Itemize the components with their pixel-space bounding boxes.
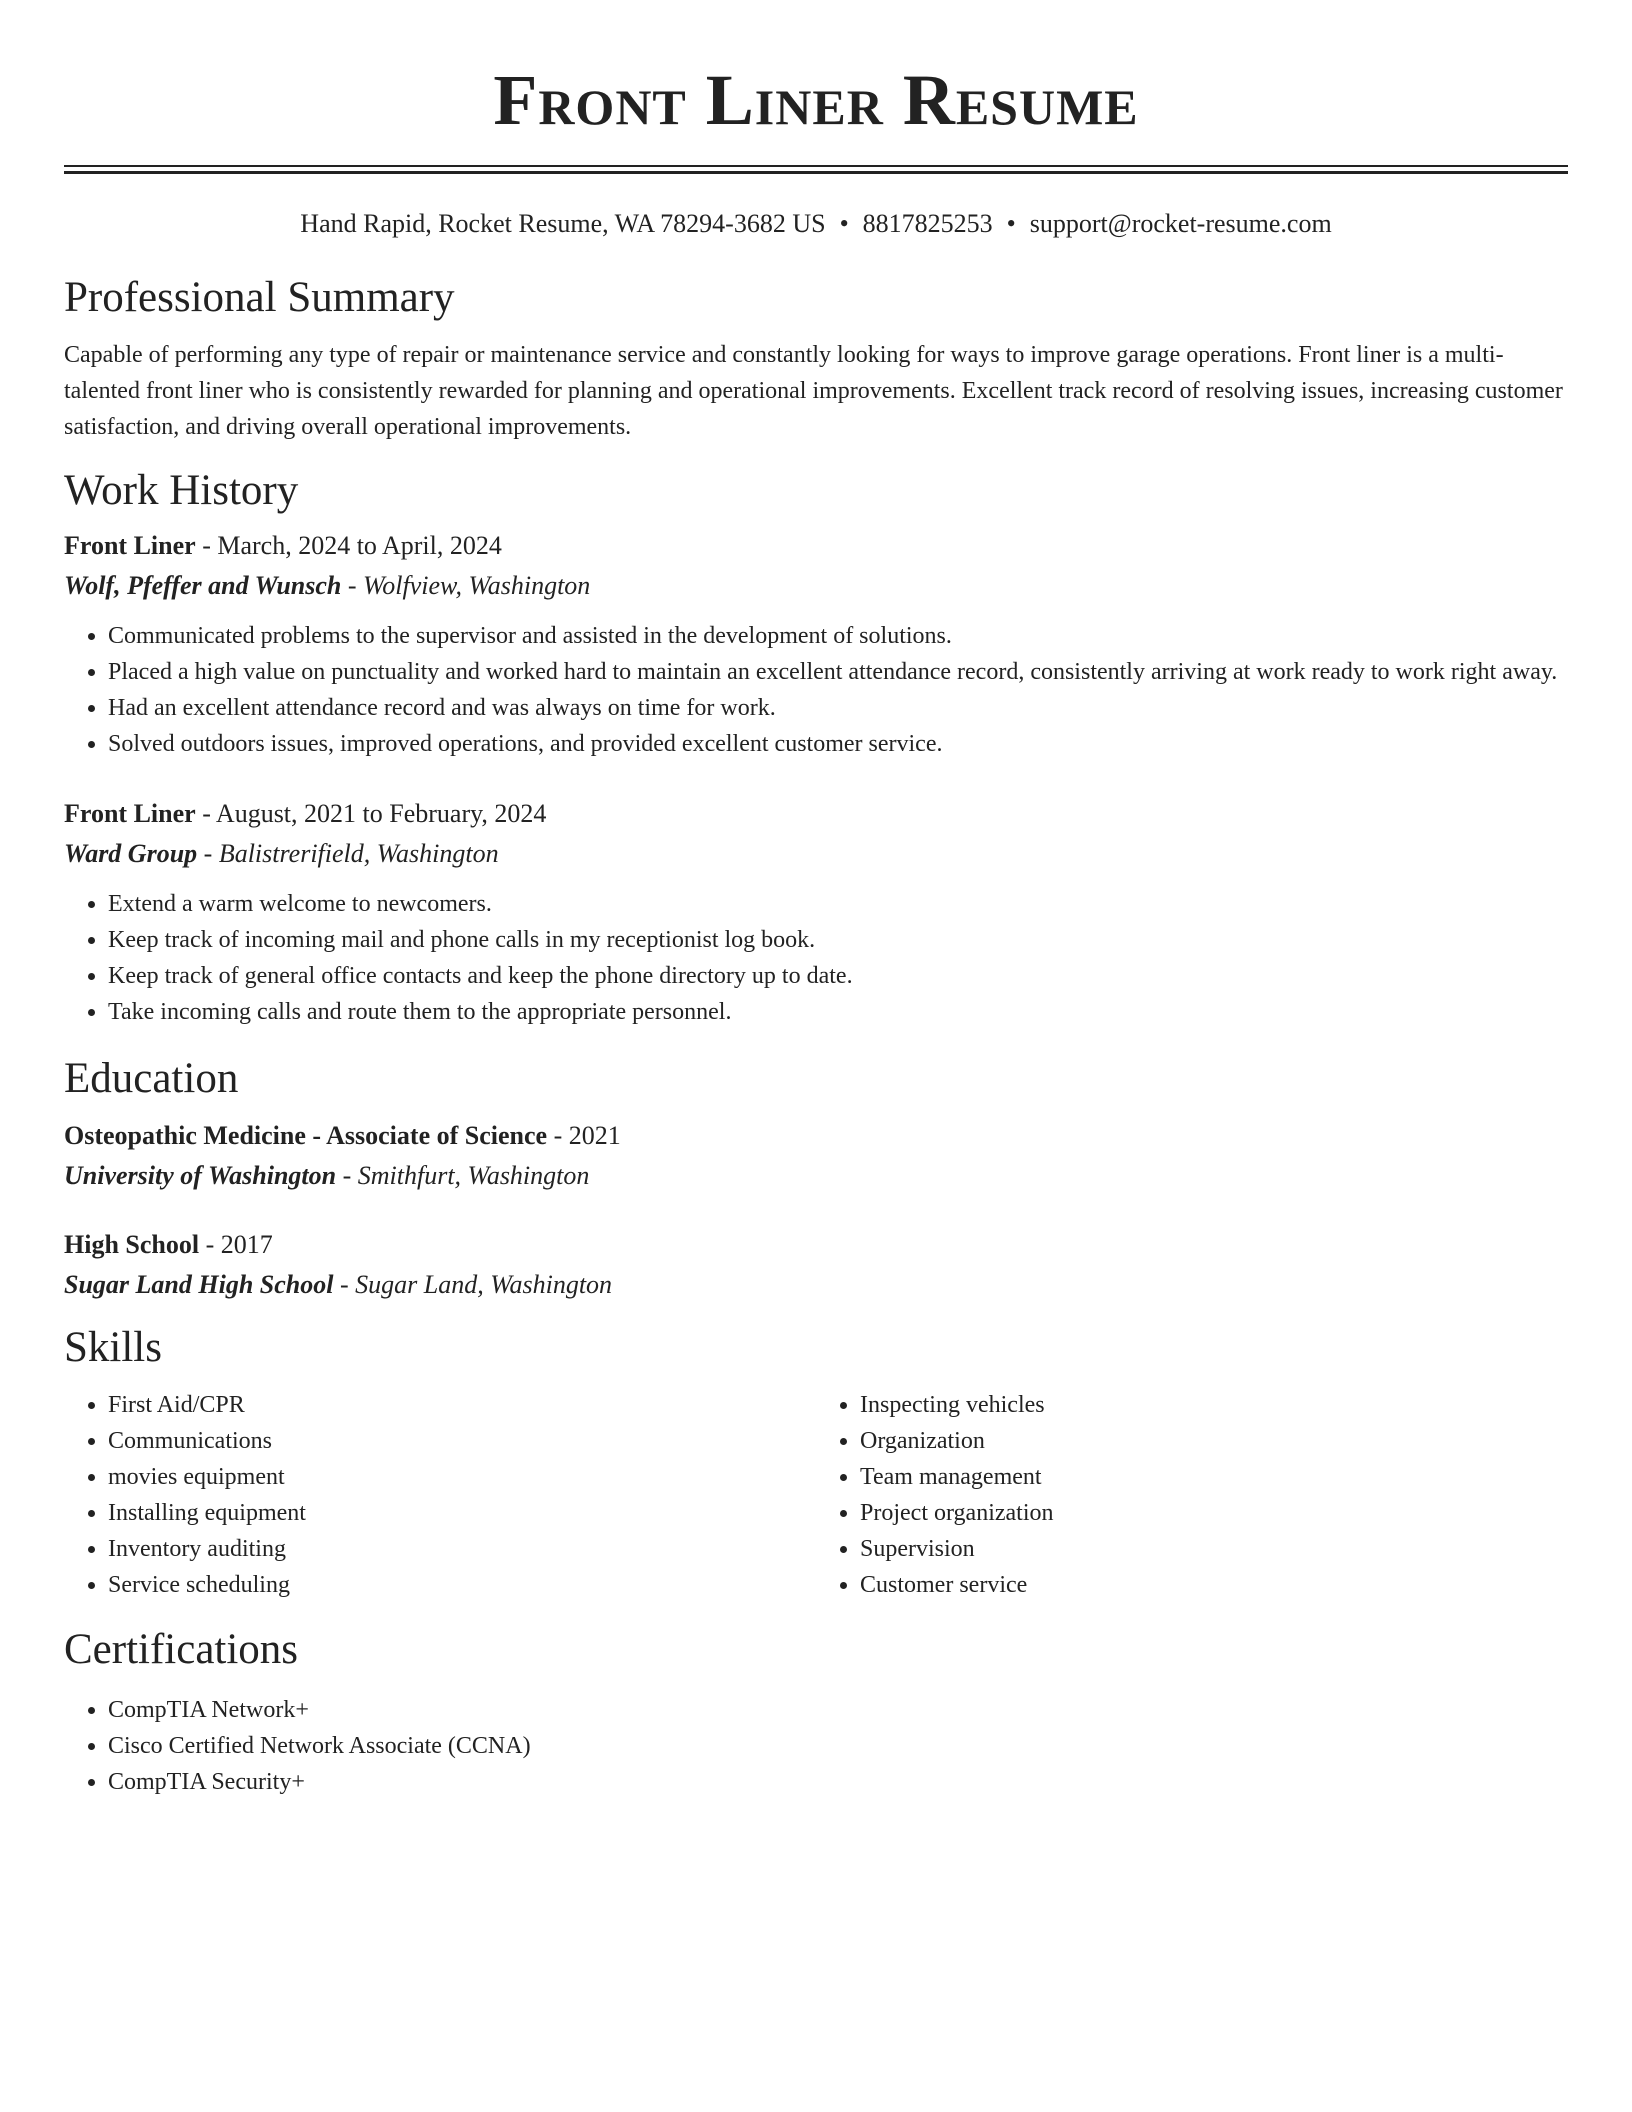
list-item: • Take incoming calls and route them to the appropriate personnel. (108, 994, 1568, 1030)
job-title-line (64, 526, 1568, 566)
education-entry (64, 1225, 1568, 1305)
contact-separator: • (1006, 209, 1016, 238)
list-item: • Extend a warm welcome to newcomers. (108, 886, 1568, 922)
education-location: - Smithfurt, Washington (336, 1161, 590, 1190)
education-location: - Sugar Land, Washington (333, 1270, 613, 1299)
work-history-heading: Work History (64, 467, 299, 514)
education-school: Sugar Land High School (64, 1270, 334, 1299)
job-bullets (64, 886, 1568, 1030)
summary-text: Capable of performing any type of repair or maintenance service and constantly looking for ways to improve garage operations. Front liner is a multi-talented front liner who is consistently rewarded for planning and operational improvements. Excellent track record of resolving issues, increasing customer satisfaction, and driving overall operational improvements. (64, 342, 1563, 440)
list-item: • Supervision (860, 1531, 1568, 1567)
resume-page (64, 0, 1568, 1800)
list-item: • Communications (108, 1423, 816, 1459)
job-role: Front Liner (64, 799, 196, 828)
list-item: • Installing equipment (108, 1495, 816, 1531)
contact-line (64, 208, 1568, 240)
job-title-line (64, 794, 1568, 834)
list-item: • Cisco Certified Network Associate (CCNA) (108, 1728, 1568, 1764)
certifications-heading: Certifications (64, 1626, 299, 1673)
list-item: • Inventory auditing (108, 1531, 816, 1567)
job-role: Front Liner (64, 531, 196, 560)
contact-address: Hand Rapid, Rocket Resume, WA 78294-3682 US (300, 209, 826, 238)
education-school: University of Washington (64, 1161, 337, 1190)
contact-separator: • (839, 209, 849, 238)
list-item: • Communicated problems to the supervisor and assisted in the development of solutions. (108, 618, 1568, 654)
contact-email: support@rocket-resume.com (1029, 209, 1332, 238)
education-degree: Osteopathic Medicine - Associate of Science (64, 1121, 548, 1150)
list-item: • CompTIA Security+ (108, 1764, 1568, 1800)
job-entry (64, 794, 1568, 1030)
education-degree-line (64, 1116, 1568, 1156)
skills-heading: Skills (64, 1324, 162, 1371)
education-school-line (64, 1156, 1568, 1196)
job-company-line (64, 834, 1568, 874)
job-location: - Balistrerifield, Washington (197, 839, 499, 868)
education-entry (64, 1116, 1568, 1196)
list-item: • Service scheduling (108, 1567, 816, 1603)
skills-columns (64, 1387, 1568, 1603)
job-company-line (64, 566, 1568, 606)
education-degree: High School (64, 1230, 200, 1259)
job-entry (64, 526, 1568, 762)
list-item: • First Aid/CPR (108, 1387, 816, 1423)
summary-heading: Professional Summary (64, 274, 455, 321)
job-dates: - August, 2021 to February, 2024 (195, 799, 547, 828)
list-item: • Keep track of incoming mail and phone calls in my receptionist log book. (108, 922, 1568, 958)
education-school-line (64, 1265, 1568, 1305)
skills-list-left (64, 1387, 816, 1603)
job-company: Ward Group (64, 839, 198, 868)
skills-list-right (816, 1387, 1568, 1603)
list-item: • Solved outdoors issues, improved operations, and provided excellent customer service. (108, 726, 1568, 762)
list-item: • Placed a high value on punctuality and worked hard to maintain an excellent attendance record, consistently arriving at work ready to work right away. (108, 654, 1568, 690)
list-item: • Inspecting vehicles (860, 1387, 1568, 1423)
education-heading: Education (64, 1055, 239, 1102)
list-item: • Customer service (860, 1567, 1568, 1603)
list-item: • movies equipment (108, 1459, 816, 1495)
list-item: • Team management (860, 1459, 1568, 1495)
list-item: • CompTIA Network+ (108, 1692, 1568, 1728)
title-divider (64, 165, 1568, 174)
list-item: • Keep track of general office contacts and keep the phone directory up to date. (108, 958, 1568, 994)
education-year: - 2017 (199, 1230, 273, 1259)
job-bullets (64, 618, 1568, 762)
list-item: • Organization (860, 1423, 1568, 1459)
list-item: • Project organization (860, 1495, 1568, 1531)
job-location: - Wolfview, Washington (341, 571, 591, 600)
job-company: Wolf, Pfeffer and Wunsch (64, 571, 342, 600)
resume-title: Front Liner Resume (493, 60, 1139, 140)
contact-phone: 8817825253 (862, 209, 993, 238)
education-year: - 2021 (547, 1121, 621, 1150)
job-dates: - March, 2024 to April, 2024 (195, 531, 502, 560)
education-degree-line (64, 1225, 1568, 1265)
certifications-list (64, 1692, 1568, 1800)
list-item: • Had an excellent attendance record and was always on time for work. (108, 690, 1568, 726)
